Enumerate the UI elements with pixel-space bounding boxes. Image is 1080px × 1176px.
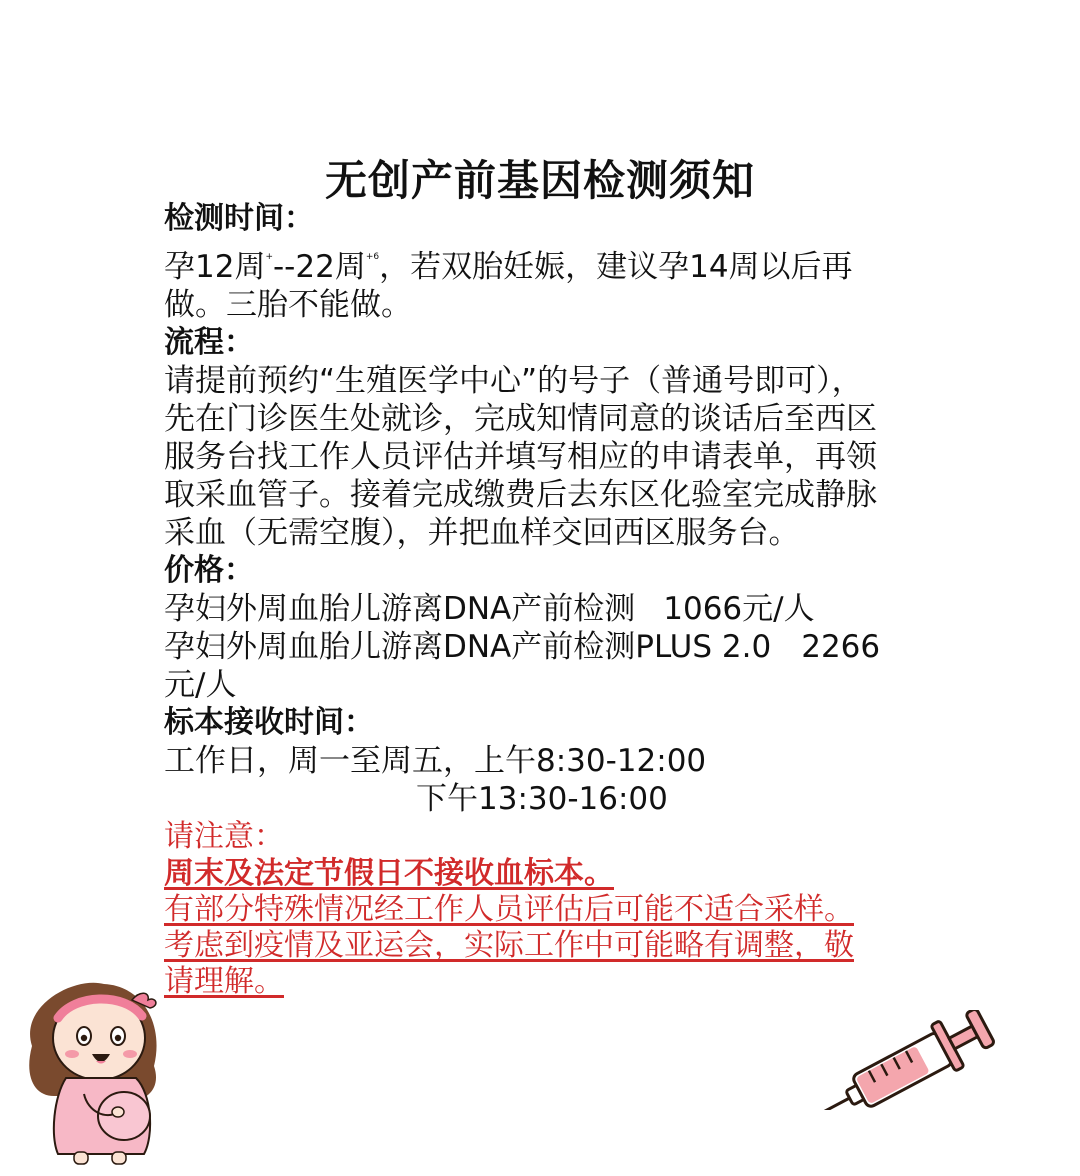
price-item-2-unit: 元/人 bbox=[164, 667, 237, 703]
price-item-2-name: 孕妇外周血胎儿游离DNA产前检测PLUS 2.0 bbox=[164, 629, 772, 665]
time-range-end: --22周 bbox=[273, 249, 366, 285]
price-item-2 bbox=[164, 628, 924, 666]
time-range-start: 孕12周 bbox=[164, 249, 266, 285]
section-heading-price: 价格： bbox=[164, 553, 254, 588]
process-line: 先在门诊医生处就诊，完成知情同意的谈话后至西区 bbox=[164, 401, 877, 437]
price-item-2-price: 2266 bbox=[801, 629, 881, 665]
process-line: 采血（无需空腹），并把血样交回西区服务台。 bbox=[164, 515, 800, 551]
section-heading-receive: 标本接收时间： bbox=[164, 705, 374, 740]
receive-line-afternoon: 下午13:30-16:00 bbox=[416, 781, 668, 817]
process-line: 取采血管子。接着完成缴费后去东区化验室完成静脉 bbox=[164, 477, 877, 513]
note-line-3-text: 考虑到疫情及亚运会，实际工作中可能略有调整，敬 bbox=[164, 928, 854, 963]
price-item-1-price: 1066元/人 bbox=[663, 591, 815, 627]
page-title: 无创产前基因检测须知 bbox=[324, 156, 755, 205]
price-item-1-name: 孕妇外周血胎儿游离DNA产前检测 bbox=[164, 591, 636, 627]
process-line: 服务台找工作人员评估并填写相应的申请表单，再领 bbox=[164, 439, 877, 475]
note-line-3 bbox=[164, 928, 924, 964]
time-line-1 bbox=[164, 238, 924, 286]
time-line-2: 做。三胎不能做。 bbox=[164, 287, 412, 323]
time-sup-1: + bbox=[265, 252, 273, 262]
notice-content bbox=[164, 200, 924, 1000]
note-line-4-text: 请理解。 bbox=[164, 964, 284, 999]
note-line-1 bbox=[164, 856, 924, 892]
pregnant-woman-illustration bbox=[14, 966, 182, 1166]
section-heading-process: 流程： bbox=[164, 325, 254, 360]
process-line: 请提前预约“生殖医学中心”的号子（普通号即可）， bbox=[164, 363, 863, 399]
section-heading-time: 检测时间： bbox=[164, 201, 314, 236]
note-heading: 请注意： bbox=[164, 819, 284, 854]
time-sup-2: +6 bbox=[365, 252, 380, 262]
note-line-2-text: 有部分特殊情况经工作人员评估后可能不适合采样。 bbox=[164, 892, 854, 927]
note-line-1-text: 周末及法定节假日不接收血标本。 bbox=[164, 856, 614, 891]
note-line-4 bbox=[164, 964, 924, 1000]
receive-line-morning: 工作日，周一至周五，上午8:30-12:00 bbox=[164, 743, 707, 779]
time-twin-note: ，若双胎妊娠，建议孕14周以后再 bbox=[379, 249, 853, 285]
price-item-1 bbox=[164, 590, 924, 628]
syringe-icon bbox=[796, 1010, 1006, 1110]
note-line-2 bbox=[164, 892, 924, 928]
